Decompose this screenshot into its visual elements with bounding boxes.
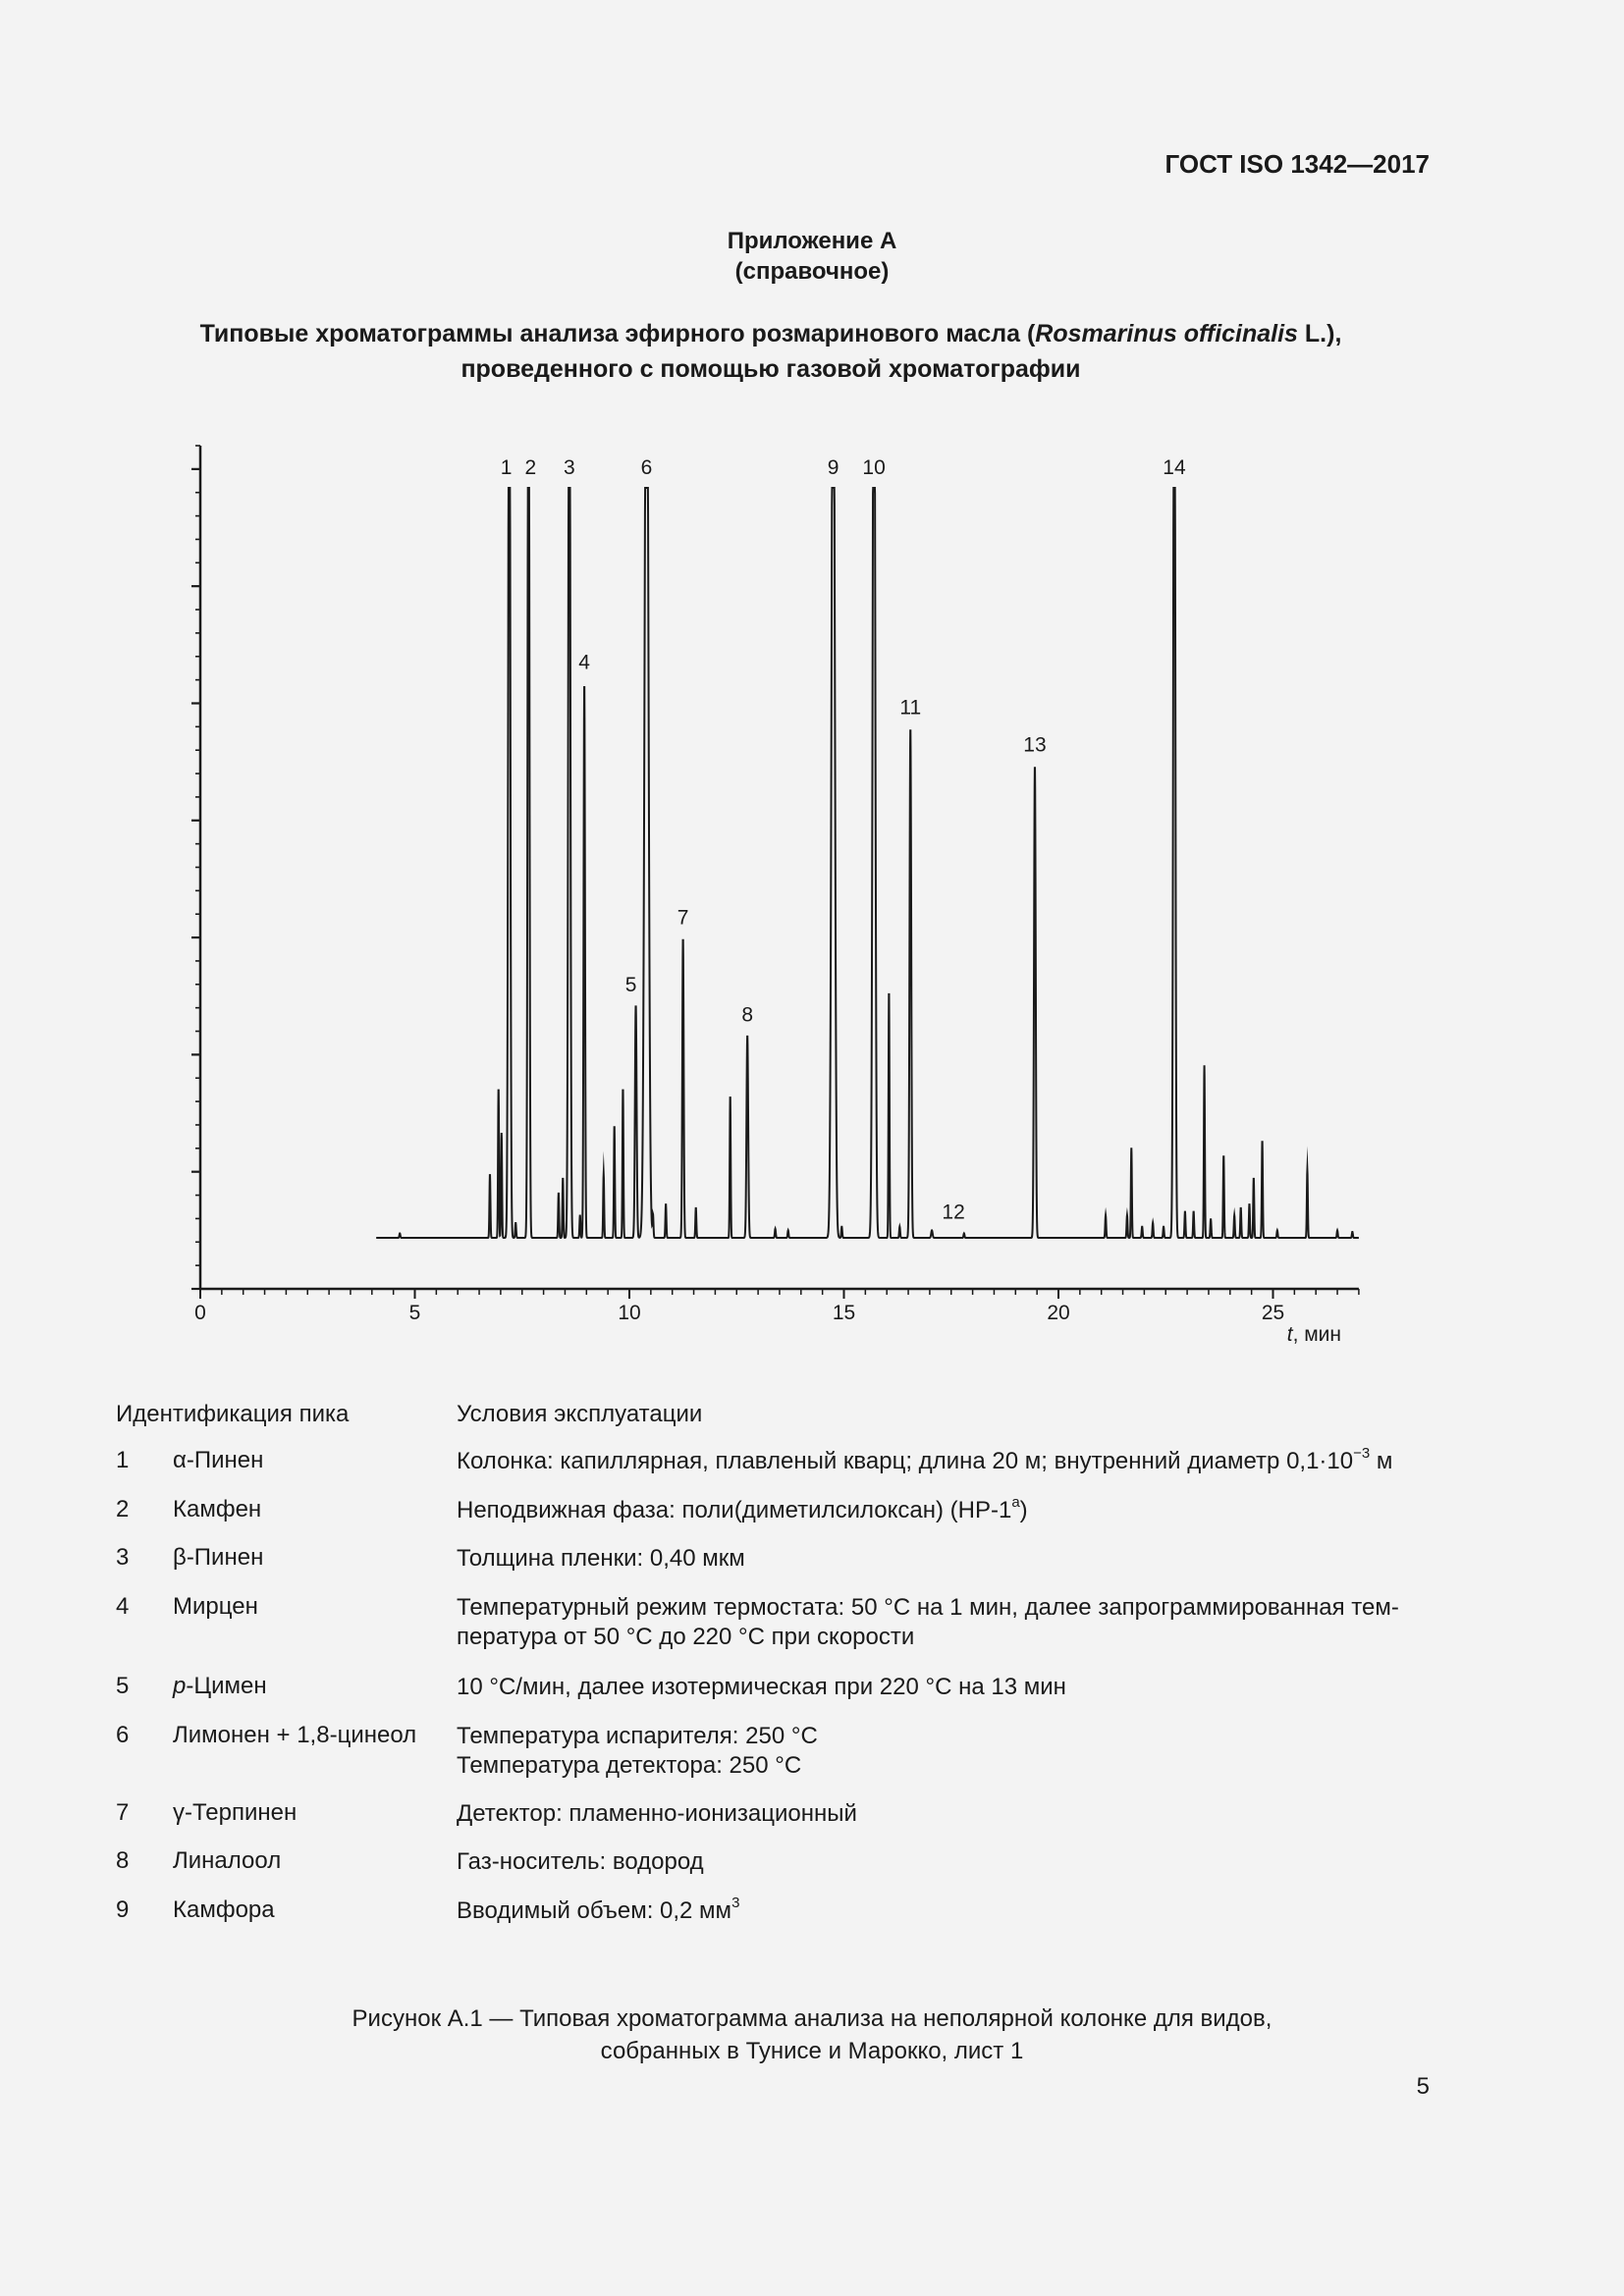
peak-label: 9 bbox=[827, 456, 839, 479]
peak-name-text: -Цимен bbox=[186, 1673, 267, 1699]
operating-condition bbox=[457, 1896, 1448, 1926]
identification-header: Идентификация пика bbox=[116, 1401, 350, 1427]
condition-superscript: a bbox=[1011, 1494, 1020, 1511]
peak-name bbox=[173, 1496, 261, 1523]
operating-condition bbox=[457, 1722, 1448, 1781]
peak-name-text: Линалоол bbox=[173, 1847, 282, 1874]
x-tick-label: 10 bbox=[618, 1302, 641, 1324]
peak-number: 2 bbox=[116, 1496, 130, 1522]
peak-name bbox=[173, 1593, 258, 1621]
operating-condition bbox=[457, 1447, 1448, 1476]
peak-number: 1 bbox=[116, 1447, 130, 1473]
condition-text: Газ-носитель: водород bbox=[457, 1848, 704, 1875]
peak-label: 6 bbox=[640, 456, 653, 479]
peak-name-prefix: α bbox=[173, 1447, 187, 1473]
peak-label: 12 bbox=[942, 1201, 965, 1224]
peak-name bbox=[173, 1799, 297, 1827]
x-tick-label: 15 bbox=[832, 1302, 856, 1324]
appendix-heading bbox=[0, 226, 1624, 287]
peak-label: 4 bbox=[578, 651, 590, 674]
x-tick-label: 0 bbox=[194, 1302, 206, 1324]
peak-label: 5 bbox=[624, 974, 637, 997]
peak-labels bbox=[501, 456, 1186, 1223]
operating-condition bbox=[457, 1544, 1448, 1574]
peak-name bbox=[173, 1673, 267, 1700]
x-axis-label: t, мин bbox=[1286, 1323, 1341, 1346]
condition-text: Детектор: пламенно-ионизационный bbox=[457, 1800, 857, 1827]
peak-name-text: Камфора bbox=[173, 1896, 275, 1923]
peak-number: 8 bbox=[116, 1847, 130, 1874]
condition-text: Температурный режим термостата: 50 °C на 1 мин, далее запрограммированная тем- bbox=[457, 1594, 1399, 1621]
peak-name-text: Камфен bbox=[173, 1496, 262, 1522]
x-tick-label: 20 bbox=[1047, 1302, 1070, 1324]
condition-tail: м bbox=[1370, 1448, 1393, 1474]
peak-label: 14 bbox=[1163, 456, 1186, 479]
condition-text: Температура испарителя: 250 °C bbox=[457, 1723, 818, 1749]
x-tick-label: 5 bbox=[408, 1302, 421, 1324]
peak-label: 10 bbox=[862, 456, 886, 479]
peak-name-prefix: γ bbox=[173, 1799, 185, 1826]
appendix-title: Приложение А bbox=[727, 228, 897, 254]
peak-name-text: -Пинен bbox=[186, 1447, 264, 1473]
standard-header: ГОСТ ISO 1342—2017 bbox=[1164, 149, 1430, 179]
operating-condition bbox=[457, 1673, 1448, 1702]
condition-text: Толщина пленки: 0,40 мкм bbox=[457, 1545, 745, 1572]
peak-label: 11 bbox=[899, 696, 922, 720]
peak-name bbox=[173, 1722, 416, 1749]
x-tick-label: 25 bbox=[1261, 1302, 1285, 1324]
chromatogram-chart bbox=[0, 432, 1624, 1374]
peak-label: 3 bbox=[563, 456, 575, 479]
condition-tail: ) bbox=[1019, 1497, 1028, 1523]
peak-name bbox=[173, 1544, 263, 1572]
peak-number: 5 bbox=[116, 1673, 130, 1699]
page-number: 5 bbox=[1416, 2073, 1430, 2100]
peak-number: 7 bbox=[116, 1799, 130, 1826]
peak-name-text: -Терпинен bbox=[185, 1799, 298, 1826]
conditions-header: Условия эксплуатации bbox=[457, 1401, 703, 1427]
title-line2: проведенного с помощью газовой хроматографии bbox=[460, 355, 1081, 383]
document-title bbox=[98, 316, 1443, 387]
operating-condition bbox=[457, 1496, 1448, 1525]
peak-name-text: Лимонен + 1,8-цинеол bbox=[173, 1722, 417, 1748]
peak-label: 7 bbox=[677, 906, 689, 930]
caption-line2: собранных в Тунисе и Марокко, лист 1 bbox=[600, 2038, 1024, 2064]
peak-name bbox=[173, 1447, 263, 1474]
peak-label: 1 bbox=[500, 456, 513, 479]
condition-text: 10 °C/мин, далее изотермическая при 220 °C на 13 мин bbox=[457, 1674, 1066, 1700]
chromatogram-trace bbox=[376, 488, 1359, 1238]
title-species: Rosmarinus officinalis bbox=[1035, 320, 1298, 347]
operating-condition bbox=[457, 1799, 1448, 1829]
peak-name-prefix: β bbox=[173, 1544, 187, 1571]
operating-condition bbox=[457, 1847, 1448, 1877]
condition-superscript: −3 bbox=[1353, 1445, 1371, 1462]
caption-line1: Рисунок А.1 — Типовая хроматограмма анализа на неполярной колонке для видов, bbox=[352, 2005, 1272, 2032]
title-part1: Типовые хроматограммы анализа эфирного розмаринового масла ( bbox=[199, 320, 1036, 347]
figure-caption bbox=[0, 2002, 1624, 2067]
operating-condition bbox=[457, 1593, 1448, 1652]
peak-label: 2 bbox=[524, 456, 537, 479]
condition-text: Вводимый объем: 0,2 мм bbox=[457, 1897, 732, 1924]
condition-text: Колонка: капиллярная, плавленый кварц; длина 20 м; внутренний диаметр 0,1·10 bbox=[457, 1448, 1354, 1474]
peak-label: 8 bbox=[741, 1003, 754, 1027]
peak-name bbox=[173, 1847, 281, 1875]
chart-axes bbox=[191, 446, 1359, 1324]
peak-number: 6 bbox=[116, 1722, 130, 1748]
peak-number: 9 bbox=[116, 1896, 130, 1923]
peak-number: 3 bbox=[116, 1544, 130, 1571]
title-part2: L.), bbox=[1297, 320, 1342, 347]
condition-text-line2: Температура детектора: 250 °C bbox=[457, 1752, 802, 1779]
peak-name-text: -Пинен bbox=[186, 1544, 264, 1571]
condition-superscript: 3 bbox=[731, 1895, 740, 1911]
peak-name-text: Мирцен bbox=[173, 1593, 258, 1620]
appendix-subtitle: (справочное) bbox=[734, 258, 890, 285]
condition-text-line2: пература от 50 °C до 220 °C при скорости bbox=[457, 1624, 915, 1650]
condition-text: Неподвижная фаза: поли(диметилсилоксан) (HP-1 bbox=[457, 1497, 1012, 1523]
peak-label: 13 bbox=[1023, 733, 1047, 757]
peak-name-prefix: p bbox=[173, 1673, 187, 1699]
peak-number: 4 bbox=[116, 1593, 130, 1620]
peak-name bbox=[173, 1896, 275, 1924]
